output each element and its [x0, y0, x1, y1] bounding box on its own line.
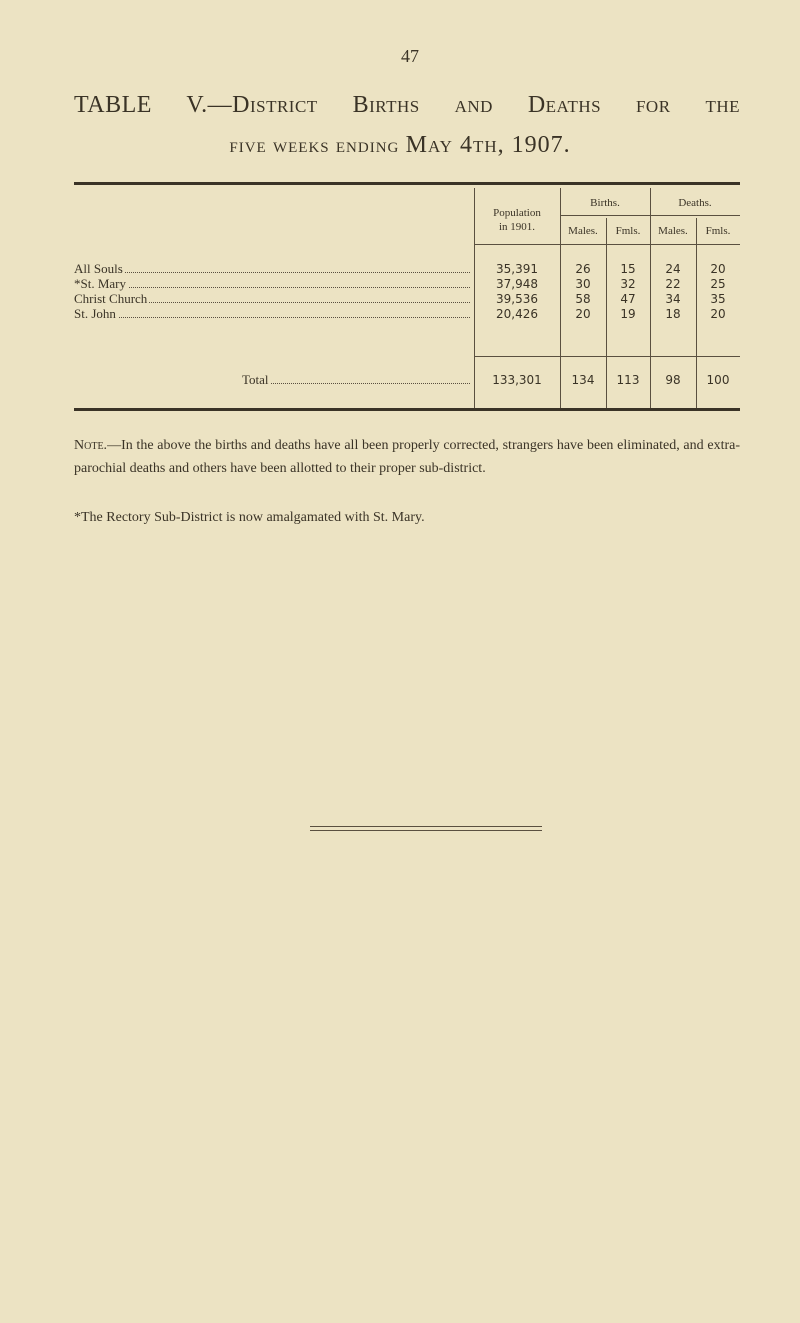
table-bottom-rule — [74, 408, 740, 411]
table-title-date: May 4th, 1907. — [405, 132, 571, 158]
row-population: 35,391 — [496, 262, 538, 276]
row-district: *St. Mary — [74, 277, 126, 291]
row-district: Christ Church — [74, 292, 148, 306]
row-population: 20,426 — [496, 307, 538, 321]
row-births-males: 58 — [575, 292, 591, 306]
row-births-females: 47 — [620, 292, 636, 306]
row-deaths-males: 34 — [665, 292, 681, 306]
total-label: Total — [242, 373, 269, 387]
total-top-rule — [474, 356, 740, 357]
total-deaths-males: 98 — [665, 373, 681, 387]
table-title-line-1 — [74, 92, 740, 119]
row-population: 39,536 — [496, 292, 538, 306]
table-title-line-2-pre: five weeks ending — [229, 133, 400, 157]
table-row — [74, 307, 470, 321]
table-row — [74, 277, 470, 291]
row-deaths-males: 22 — [665, 277, 681, 291]
header-deaths-females: Fmls. — [705, 225, 731, 237]
total-row — [242, 373, 470, 387]
note-paragraph — [74, 434, 740, 480]
table-row — [74, 292, 470, 306]
table-title-line-2 — [0, 132, 800, 159]
note-text: —In the above the births and deaths have all been properly corrected, strangers have been eliminated, and extra-parochial deaths and others have been allotted to their proper sub-district. — [74, 438, 740, 476]
row-births-males: 26 — [575, 262, 591, 276]
header-births-females: Fmls. — [615, 225, 641, 237]
row-births-females: 19 — [620, 307, 636, 321]
row-population: 37,948 — [496, 277, 538, 291]
total-births-females: 113 — [616, 373, 640, 387]
header-births: Births. — [590, 197, 620, 209]
page-number: 47 — [401, 46, 419, 66]
row-deaths-males: 18 — [665, 307, 681, 321]
row-births-females: 15 — [620, 262, 636, 276]
row-district: All Souls — [74, 262, 123, 276]
end-rule-top — [310, 826, 542, 827]
row-deaths-females: 20 — [710, 262, 726, 276]
footnote: *The Rectory Sub-District is now amalgamated with St. Mary. — [74, 510, 425, 525]
table-title-prefix: TABLE V.— — [74, 92, 233, 118]
row-births-females: 32 — [620, 277, 636, 291]
header-population — [474, 206, 560, 234]
row-births-males: 30 — [575, 277, 591, 291]
births-header-rule — [560, 215, 650, 216]
row-deaths-females: 35 — [710, 292, 726, 306]
row-deaths-females: 20 — [710, 307, 726, 321]
table-top-rule — [74, 182, 740, 185]
row-district: St. John — [74, 307, 116, 321]
header-bottom-rule — [474, 244, 740, 245]
deaths-header-rule — [650, 215, 740, 216]
total-population: 133,301 — [492, 373, 542, 387]
header-births-males: Males. — [568, 225, 598, 237]
header-population-line-1: Population — [493, 207, 541, 219]
end-rule-bottom — [310, 830, 542, 831]
table-row — [74, 262, 470, 276]
total-births-males: 134 — [571, 373, 595, 387]
table-title-part-1: District Births and Deaths for the — [232, 92, 740, 118]
header-population-line-2: in 1901. — [498, 221, 536, 233]
total-deaths-females: 100 — [706, 373, 730, 387]
note-lead: Note. — [74, 438, 108, 453]
row-deaths-males: 24 — [665, 262, 681, 276]
row-births-males: 20 — [575, 307, 591, 321]
header-deaths: Deaths. — [678, 197, 712, 209]
row-deaths-females: 25 — [710, 277, 726, 291]
header-deaths-males: Males. — [658, 225, 688, 237]
